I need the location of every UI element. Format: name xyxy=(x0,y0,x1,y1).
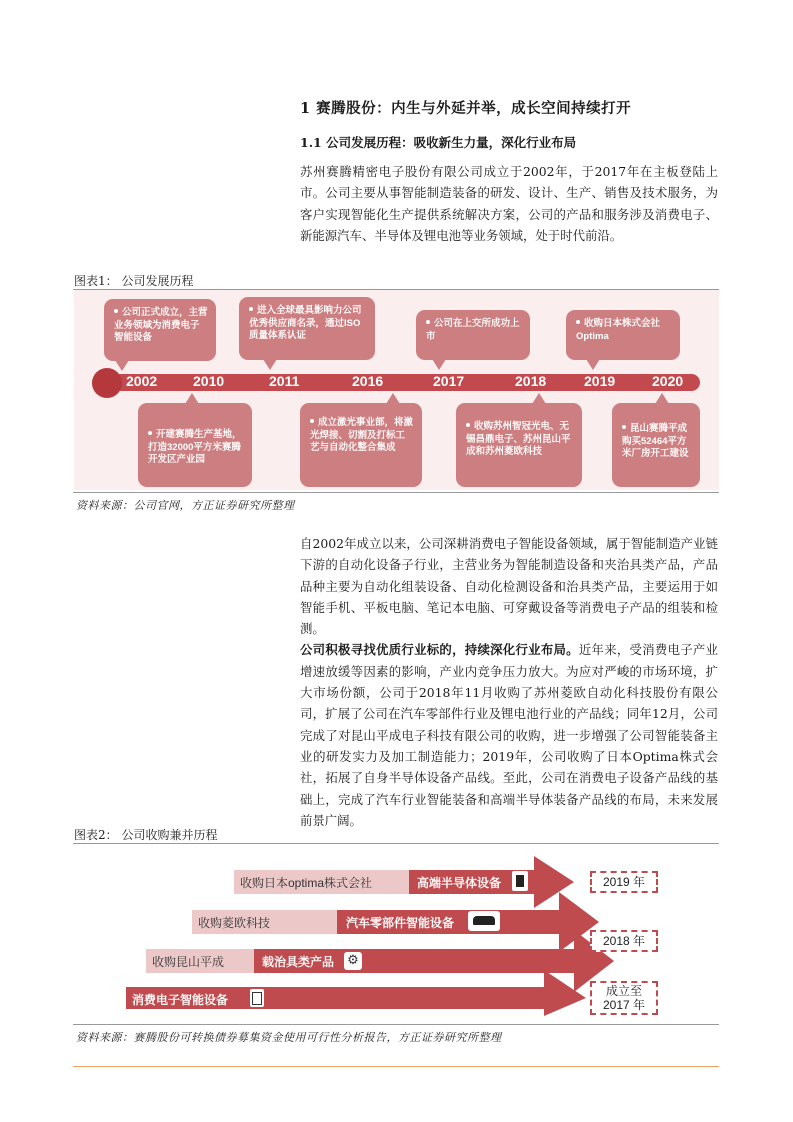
figure1-label: 图表1： 公司发展历程 xyxy=(74,274,194,288)
year-2016: 2016 xyxy=(352,373,384,389)
tablet-icon xyxy=(250,989,264,1007)
timeline-start-dot xyxy=(92,368,122,398)
gear-icon: ⚙ xyxy=(344,952,362,970)
line-consumer-label: 消费电子智能设备 xyxy=(132,993,229,1007)
year-2011: 2011 xyxy=(269,373,300,389)
acq-optima-label: 收购日本optima株式会社 xyxy=(240,876,373,890)
event-2011: 进入全球最具影响力公司优秀供应商名录，通过ISO质量体系认证 xyxy=(239,297,375,360)
acquisition-chart xyxy=(74,848,719,1020)
figure2-top-rule xyxy=(73,843,719,844)
event-2019: 收购日本株式会社Optima xyxy=(566,310,680,360)
body-paragraph-2-text: 近年来，受消费电子产业增速放缓等因素的影响，产业内竞争压力放大。为应对严峻的市场环境，扩大市场份额，公司于2018年11月收购了苏州菱欧自动化科技股份有限公司，扩展了公司在汽车零部件行业及锂电池行业的产品线；同年12月，公司完成了对昆山平成电子科技有限公司的收购，进一步增强了公司智能装备主业的研发实力及加工制造能力；2019年，公司收购了日本Optima株式会社，拓展了自身半导体设备产品线。至此，公司在消费电子设备产品线的基础上，完成了汽车行业智能装备和高端半导体装备产品线的布局，未来发展前景广阔。 xyxy=(300,642,719,828)
event-2019-pointer xyxy=(586,359,600,370)
line-semiconductor-label: 高端半导体设备 xyxy=(417,876,502,890)
subsection-title: 1.1 公司发展历程：吸收新生力量，深化行业布局 xyxy=(300,135,577,150)
acq-pingcheng-label: 收购昆山平成 xyxy=(152,955,225,969)
event-2011-pointer xyxy=(263,359,277,370)
body-text xyxy=(300,533,718,831)
figure1-bottom-rule xyxy=(73,492,719,493)
body-paragraph-2-lead: 公司积极寻找优质行业标的，持续深化行业布局。 xyxy=(300,642,579,658)
body-paragraph-1: 自2002年成立以来，公司深耕消费电子智能设备领域，属于智能制造产业链下游的自动化设备子行业，主营业务为智能制造设备和夹治具类产品，产品品种主要为自动化组装设备、自动化检测设备和治具类产品，主要运用于如智能手机、平板电脑、笔记本电脑、可穿戴设备等消费电子产品的组装和检测。 xyxy=(300,536,718,637)
year-2020: 2020 xyxy=(652,373,684,389)
event-2002-pointer xyxy=(115,360,129,371)
year-box-2018: 2018 年 xyxy=(590,930,658,952)
car-icon xyxy=(468,911,500,931)
event-2010: 开建赛腾生产基地，打造32000平方米赛腾开发区产业园 xyxy=(138,403,252,487)
year-2018: 2018 xyxy=(515,373,547,389)
section-title: 1 赛腾股份：内生与外延并举，成长空间持续打开 xyxy=(300,100,632,117)
figure2-bottom-rule xyxy=(73,1024,719,1025)
year-box-2019: 2019 年 xyxy=(590,871,658,893)
page-footer-rule xyxy=(73,1066,719,1067)
event-2002: 公司正式成立，主营业务领域为消费电子智能设备 xyxy=(104,299,216,361)
chip-icon xyxy=(512,871,528,891)
event-2020: 昆山赛腾平成购买52464平方米厂房开工建设 xyxy=(612,403,700,487)
figure1-source: 资料来源：公司官网，方正证券研究所整理 xyxy=(76,499,295,512)
year-box-founding: 成立至 2017 年 xyxy=(590,981,658,1015)
body-paragraph-2 xyxy=(300,639,718,831)
figure2-label: 图表2： 公司收购兼并历程 xyxy=(74,828,218,842)
year-2017: 2017 xyxy=(433,373,465,389)
event-2017: 公司在上交所成功上市 xyxy=(416,310,530,360)
figure2-source: 资料来源：赛腾股份可转换债券募集资金使用可行性分析报告，方正证券研究所整理 xyxy=(76,1031,502,1044)
line-fixtures-label: 载治具类产品 xyxy=(262,955,335,969)
line-auto-label: 汽车零部件智能设备 xyxy=(346,916,455,930)
intro-paragraph xyxy=(300,161,718,246)
acq-lingou-label: 收购菱欧科技 xyxy=(198,916,271,930)
year-2019: 2019 xyxy=(584,373,616,389)
year-2002: 2002 xyxy=(126,373,158,389)
event-2016: 成立激光事业部，将激光焊接、切割及打标工艺与自动化整合集成 xyxy=(300,403,422,487)
event-2017-pointer xyxy=(432,359,446,370)
intro-text: 苏州赛腾精密电子股份有限公司成立于2002年，于2017年在主板登陆上市。公司主要从事智能制造装备的研发、设计、生产、销售及技术服务，为客户实现智能化生产提供系统解决方案，公司的产品和服务涉及消费电子、新能源汽车、半导体及锂电池等业务领域，处于时代前沿。 xyxy=(300,164,718,243)
year-2010: 2010 xyxy=(193,373,225,389)
event-2018: 收购苏州智冠光电、无锡昌鼎电子、苏州昆山平成和苏州菱欧科技 xyxy=(456,403,582,487)
